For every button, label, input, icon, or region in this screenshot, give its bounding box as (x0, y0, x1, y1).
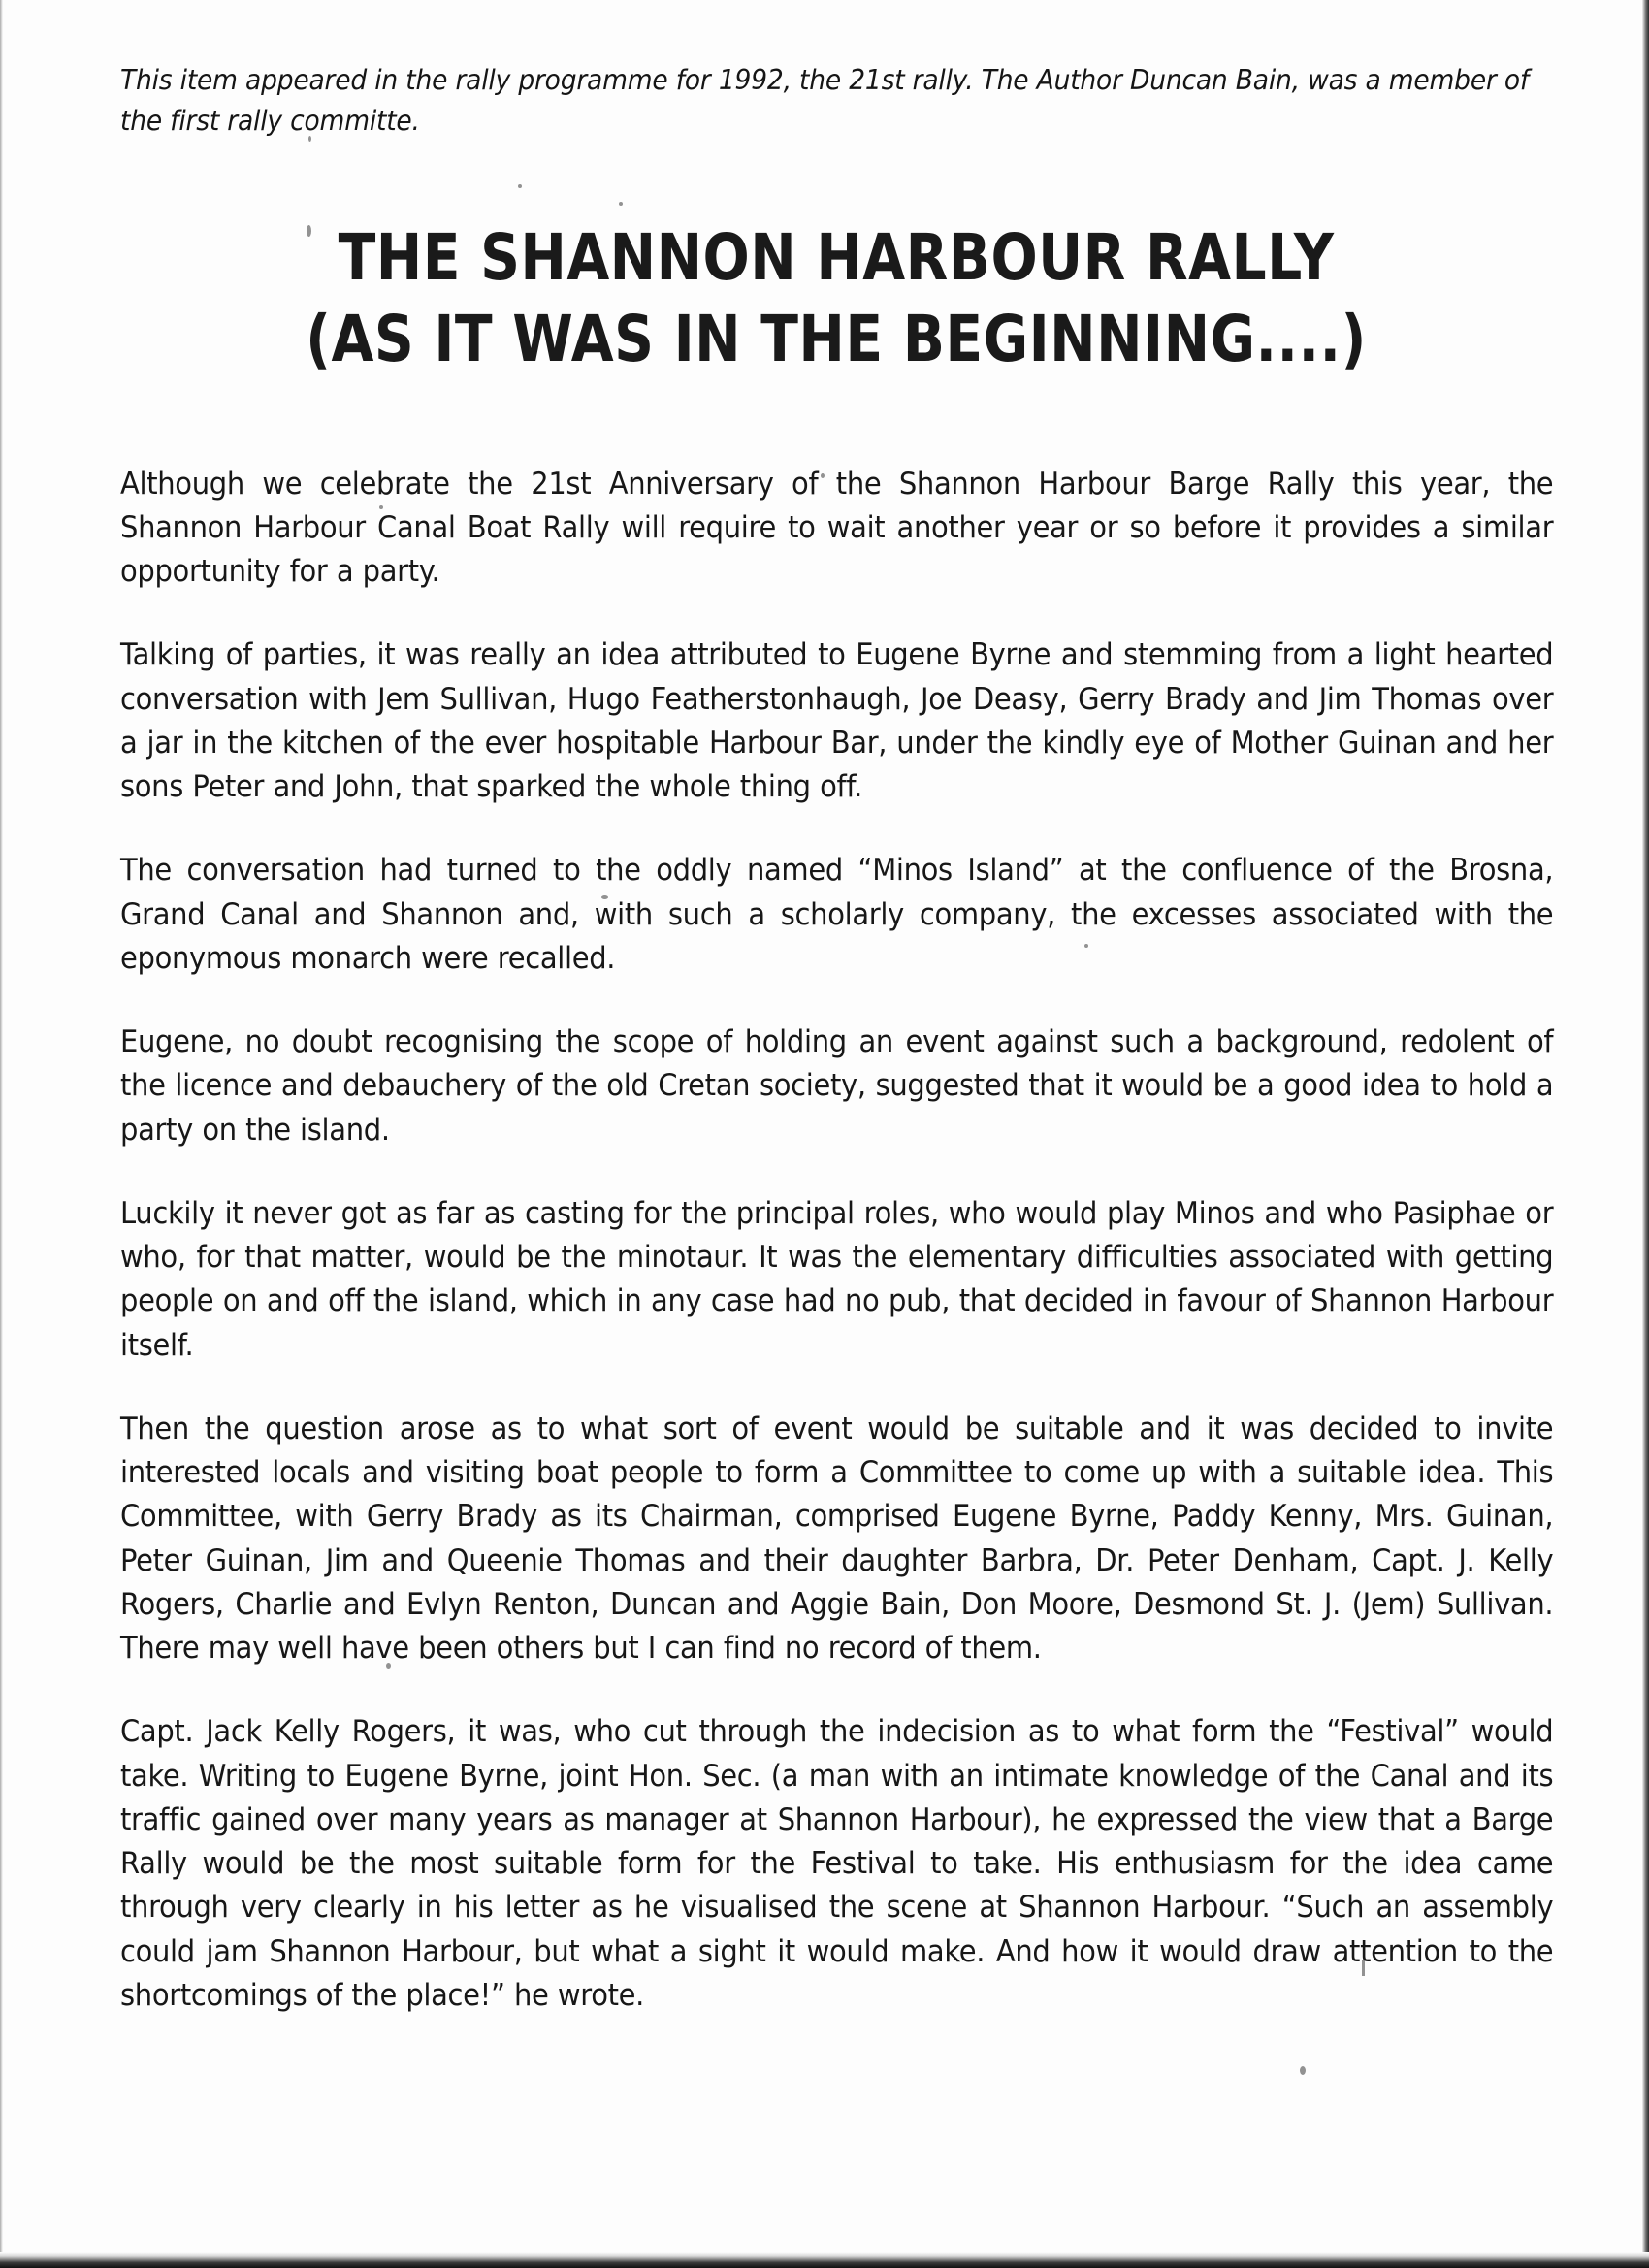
body-text (120, 463, 1552, 2019)
scan-edge-right-artifact (1642, 0, 1649, 2268)
paragraph: Although we celebrate the 21st Anniversary of the Shannon Harbour Barge Rally this year, the Shannon Harbour Canal Boat Rally will require to wait another year or so before it provides a similar opportunity for a party. (120, 466, 1554, 590)
intro-note: This item appeared in the rally programme for 1992, the 21st rally. The Author Duncan Bain, was a member of the first rally committe. (120, 64, 1530, 138)
scan-edge-bottom-artifact (0, 2252, 1649, 2268)
scan-speck (1300, 2066, 1306, 2075)
paragraph: Capt. Jack Kelly Rogers, it was, who cut through the indecision as to what form the “Festival” would take. Writing to Eugene Byrne, joint Hon. Sec. (a man with an intimate knowledge of the Canal and its traffic gained over many years as manager at Shannon Harbour), he expressed the view that a Barge Rally would be the most suitable form for the Festival to take. His enthusiasm for the idea came through very clearly in his letter as he visualised the scene at Shannon Harbour. “Such an assembly could jam Shannon Harbour, but what a sight it would make. And how it would draw attention to the shortcomings of the place!” he wrote. (120, 1714, 1554, 2013)
paragraph: Luckily it never got as far as casting for the principal roles, who would play Minos and who Pasiphae or who, for that matter, would be the minotaur. It was the elementary difficulties associated with getting people on and off the island, which in any case had no pub, that decided in favour of Shannon Harbour itself. (120, 1195, 1554, 1363)
page-title-line-1: THE SHANNON HARBOUR RALLY (338, 220, 1335, 296)
page-title-line-2: (AS IT WAS IN THE BEGINNING....) (306, 301, 1367, 376)
page-title (220, 217, 1451, 378)
paragraph: Talking of parties, it was really an idea attributed to Eugene Byrne and stemming from a light hearted conversation with Jem Sullivan, Hugo Featherstonhaugh, Joe Deasy, Gerry Brady and Jim Thomas over a jar in the kitchen of the ever hospitable Harbour Bar, under the kindly eye of Mother Guinan and her sons Peter and John, that sparked the whole thing off. (120, 637, 1554, 805)
paragraph: The conversation had turned to the oddly named “Minos Island” at the confluence of the Brosna, Grand Canal and Shannon and, with such a scholarly company, the excesses associated with the eponymous monarch were recalled. (120, 853, 1554, 976)
page-content (120, 0, 1552, 2018)
scan-edge-left-artifact (0, 0, 3, 2268)
paragraph: Eugene, no doubt recognising the scope of holding an event against such a background, redolent of the licence and debauchery of the old Cretan society, suggested that it would be a good idea to hold a party on the island. (120, 1024, 1554, 1148)
paragraph: Then the question arose as to what sort of event would be suitable and it was decided to invite interested locals and visiting boat people to form a Committee to come up with a suitable idea. This Committee, with Gerry Brady as its Chairman, comprised Eugene Byrne, Paddy Kenny, Mrs. Guinan, Peter Guinan, Jim and Queenie Thomas and their daughter Barbra, Dr. Peter Denham, Capt. J. Kelly Rogers, Charlie and Evlyn Renton, Duncan and Aggie Bain, Don Moore, Desmond St. J. (Jem) Sullivan. There may well have been others but I can find no record of them. (120, 1410, 1554, 1667)
